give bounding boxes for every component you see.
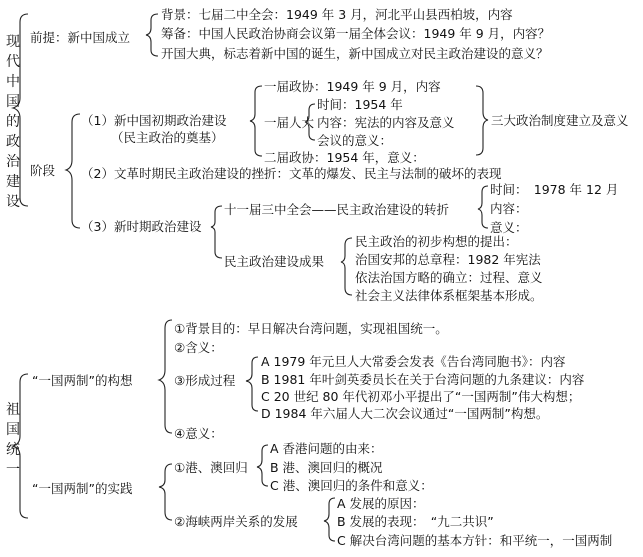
taiwan-item-a: A 发展的原因： <box>337 496 425 511</box>
brace-new-era <box>211 206 222 258</box>
premise-item-background: 背景：七届二中全会：1949 年 3 月，河北平山县西柏坡，内容 <box>161 7 513 22</box>
npc-item-time: 时间：1954 年 <box>317 97 403 112</box>
legal-item-1: 民主政治的初步构想的提出： <box>355 234 518 249</box>
cppcc1-item: 一届政协：1949 年 9 月，内容 <box>264 79 441 94</box>
brace-hk <box>257 445 268 486</box>
cultural-revolution-item: （2）文革时期民主政治建设的挫折：文革的爆发、民主与法制的破坏的表现 <box>81 166 502 181</box>
legal-item-3: 依法治国方略的确立：过程、意义 <box>355 270 543 285</box>
new-era-label: （3）新时期政治建设 <box>81 219 202 234</box>
brace-plenum <box>478 186 488 228</box>
brace-formation <box>246 357 258 411</box>
formation-item-c: C 20 世纪 80 年代初邓小平提出了“一国两制”伟大构想； <box>261 389 581 404</box>
legal-label: 民主政治建设成果 <box>224 254 325 269</box>
brace-practice <box>159 464 172 520</box>
legal-item-2: 治国安邦的总章程：1982 年宪法 <box>355 252 541 267</box>
system-note: 三大政治制度建立及意义 <box>491 113 629 128</box>
legal-item-4: 社会主义法律体系框架基本形成。 <box>355 288 543 303</box>
hk-item-b: B 港、澳回归的概况 <box>270 460 383 475</box>
premise-item-preparation: 筹备：中国人民政治协商会议第一届全体会议：1949 年 9 月，内容？ <box>161 26 551 41</box>
stage-label: 阶段 <box>30 163 56 178</box>
formation-item-a: A 1979 年元旦人大常委会发表《告台湾同胞书》：内容 <box>261 354 566 369</box>
concept-label: “一国两制”的构想 <box>32 373 133 388</box>
plenum-item-content: 内容： <box>490 201 528 216</box>
brace-early <box>250 86 262 156</box>
brace-stage <box>66 114 80 228</box>
premise-label: 前提：新中国成立 <box>30 30 131 45</box>
taiwan-label: ②海峡两岸关系的发展 <box>174 514 298 529</box>
npc-item-significance: 会议的意义： <box>317 133 393 148</box>
concept-item-meaning: ②含义： <box>174 340 223 355</box>
brace-concept <box>159 320 172 433</box>
bracket-system <box>476 86 488 155</box>
plenum-item-time: 时间： 1978 年 12 月 <box>490 182 619 197</box>
concept-item-significance: ④意义： <box>174 426 223 441</box>
cppcc2-item: 二届政协：1954 年，意义： <box>264 150 425 165</box>
early-label: （1）新中国初期政治建设 <box>81 113 227 128</box>
part2-title: 祖国统一 <box>6 402 20 478</box>
early-sublabel: （民主政治的奠基） <box>111 130 224 145</box>
formation-label: ③形成过程 <box>174 373 236 388</box>
hk-label: ①港、澳回归 <box>174 460 248 475</box>
premise-item-founding: 开国大典，标志着新中国的诞生，新中国成立对民主政治建设的意义？ <box>161 46 549 61</box>
hk-item-a: A 香港问题的由来： <box>270 441 383 456</box>
concept-item-background: ①背景目的：早日解决台湾问题，实现祖国统一。 <box>174 321 448 336</box>
formation-item-d: D 1984 年六届人大二次会议通过“一国两制”构想。 <box>261 406 549 421</box>
plenum-label: 十一届三中全会——民主政治建设的转折 <box>224 202 450 217</box>
formation-item-b: B 1981 年叶剑英委员长在关于台湾问题的九条建议：内容 <box>261 372 585 387</box>
brace-taiwan <box>324 498 335 541</box>
part1-title: 现代中国的政治建设 <box>6 34 20 210</box>
plenum-item-significance: 意义： <box>490 220 528 235</box>
taiwan-item-b: B 发展的表现： “九二共识” <box>337 514 494 529</box>
brace-legal <box>341 238 352 295</box>
taiwan-item-c: C 解决台湾问题的基本方针：和平统一，一国两制 <box>337 533 613 548</box>
npc-item-content: 内容：宪法的内容及意义 <box>317 115 455 130</box>
hk-item-c: C 港、澳回归的条件和意义： <box>270 478 433 493</box>
practice-label: “一国两制”的实践 <box>32 481 133 496</box>
brace-premise <box>146 14 158 56</box>
npc-label: 一届人大 <box>264 115 315 130</box>
